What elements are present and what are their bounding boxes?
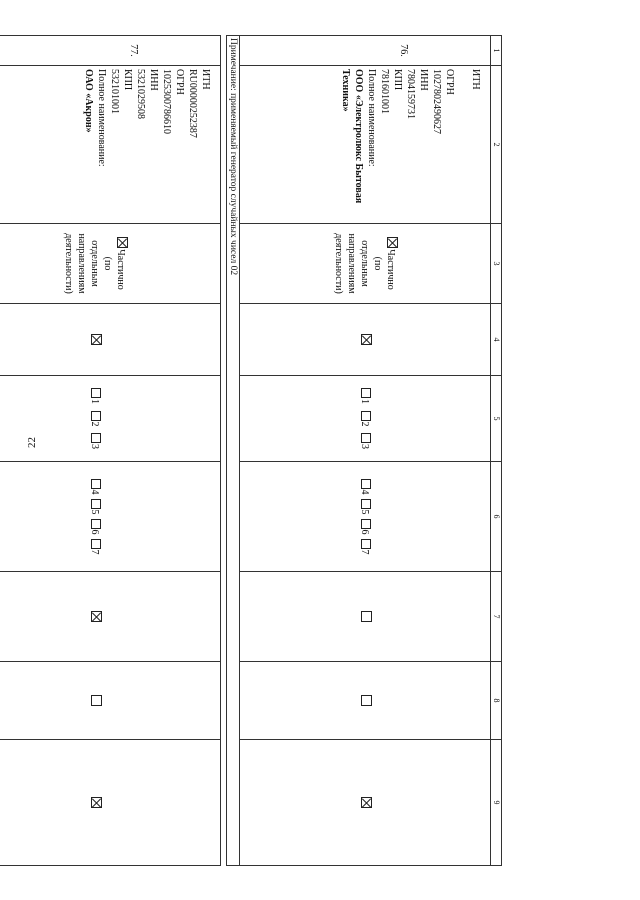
detail-line: ОГРН — [444, 69, 455, 95]
detail-line: ИНН — [418, 69, 429, 91]
scope-text: (по — [102, 256, 113, 271]
note-row — [227, 36, 240, 866]
scope-cell — [240, 224, 491, 304]
option-label: 1 — [359, 399, 371, 404]
detail-line: 7804159731 — [405, 69, 416, 119]
col9-cell — [0, 740, 221, 866]
col7-checkbox-icon — [361, 611, 372, 622]
organization-details — [240, 66, 491, 224]
scope-text: отдельным — [359, 240, 370, 287]
organization-details — [0, 66, 221, 224]
detail-line: ИТН — [470, 69, 481, 90]
registry-table-sheet — [63, 35, 502, 865]
col7-checkbox-icon — [91, 611, 102, 622]
option-label: 6 — [359, 529, 371, 535]
col8-checkbox-icon — [91, 695, 102, 706]
detail-line: КПП — [122, 69, 133, 91]
column-number: 5 — [491, 376, 502, 462]
col8-cell — [240, 662, 491, 740]
detail-line: ИТН — [200, 69, 211, 90]
scope-text: отдельным — [89, 240, 100, 287]
detail-line — [456, 69, 469, 220]
option-label: 5 — [359, 509, 371, 515]
option-label: 4 — [359, 489, 371, 495]
option-label: 7 — [89, 549, 101, 555]
detail-line: 781601001 — [379, 69, 390, 114]
checkbox-icon — [92, 388, 102, 398]
detail-line: Полное наименование: — [366, 69, 377, 167]
row-number: 77. — [0, 36, 221, 66]
scope-text: направлениям — [76, 233, 87, 294]
scope-text: направлениям — [346, 233, 357, 294]
col7-cell — [0, 572, 221, 662]
organization-name: ОАО «Акрон» — [83, 69, 94, 133]
checkbox-icon — [92, 479, 102, 489]
detail-line: ИНН — [148, 69, 159, 91]
table-row — [240, 36, 491, 866]
option-label: 1 — [89, 399, 101, 404]
page-number: 22 — [26, 437, 38, 448]
detail-line: RU00000252387 — [187, 69, 198, 138]
option-label: 7 — [359, 549, 371, 555]
column-number-row — [491, 36, 502, 866]
row-separator — [221, 36, 227, 866]
checkbox-icon — [92, 519, 102, 529]
option-label: 2 — [359, 421, 371, 427]
checkbox-icon — [362, 411, 372, 421]
scope-text: Частично — [385, 249, 396, 290]
col5-options — [240, 376, 491, 462]
checkbox-icon — [362, 519, 372, 529]
detail-line: 5321029508 — [135, 69, 146, 119]
detail-line: ОГРН — [174, 69, 185, 95]
col9-checkbox-icon — [361, 797, 372, 808]
checkbox-icon — [362, 539, 372, 549]
col4-checkbox-icon — [91, 334, 102, 345]
checkbox-icon — [362, 479, 372, 489]
note-text: Примечание: применяемый генератор случайных чисел 02 — [227, 36, 240, 866]
option-label: 5 — [89, 509, 101, 515]
column-number: 6 — [491, 462, 502, 572]
registry-table — [0, 35, 502, 866]
detail-line: 532101001 — [109, 69, 120, 114]
column-number: 7 — [491, 572, 502, 662]
col6-options — [240, 462, 491, 572]
checked-checkbox-icon — [117, 237, 128, 248]
checkbox-icon — [92, 499, 102, 509]
checkbox-icon — [92, 411, 102, 421]
scope-text: деятельности) — [333, 233, 344, 294]
col8-cell — [0, 662, 221, 740]
col7-cell — [240, 572, 491, 662]
column-number: 4 — [491, 304, 502, 376]
row-number: 76. — [240, 36, 491, 66]
checkbox-icon — [362, 433, 372, 443]
scope-text: деятельности) — [63, 233, 74, 294]
option-label: 2 — [89, 421, 101, 427]
scope-text: (по — [372, 256, 383, 271]
organization-name: ООО «Электролюкс Бытовая Техника» — [340, 69, 364, 204]
checkbox-icon — [362, 499, 372, 509]
column-number: 1 — [491, 36, 502, 66]
scope-cell — [0, 224, 221, 304]
col9-checkbox-icon — [91, 797, 102, 808]
column-number: 2 — [491, 66, 502, 224]
checkbox-icon — [362, 388, 372, 398]
col4-cell — [0, 304, 221, 376]
col4-cell — [240, 304, 491, 376]
table-row — [0, 36, 221, 866]
detail-line: 1025300786610 — [161, 69, 172, 134]
column-number: 9 — [491, 740, 502, 866]
option-label: 4 — [89, 489, 101, 495]
col8-checkbox-icon — [361, 695, 372, 706]
detail-line: КПП — [392, 69, 403, 91]
column-number: 3 — [491, 224, 502, 304]
column-number: 8 — [491, 662, 502, 740]
detail-line: Полное наименование: — [96, 69, 107, 167]
option-label: 6 — [89, 529, 101, 535]
checked-checkbox-icon — [387, 237, 398, 248]
col6-options — [0, 462, 221, 572]
col9-cell — [240, 740, 491, 866]
option-label: 3 — [359, 444, 371, 449]
checkbox-icon — [92, 539, 102, 549]
col5-options — [0, 376, 221, 462]
detail-line: 1027802490627 — [431, 69, 442, 134]
scope-text: Частично — [115, 249, 126, 290]
option-label: 3 — [89, 444, 101, 449]
checkbox-icon — [92, 433, 102, 443]
col4-checkbox-icon — [361, 334, 372, 345]
